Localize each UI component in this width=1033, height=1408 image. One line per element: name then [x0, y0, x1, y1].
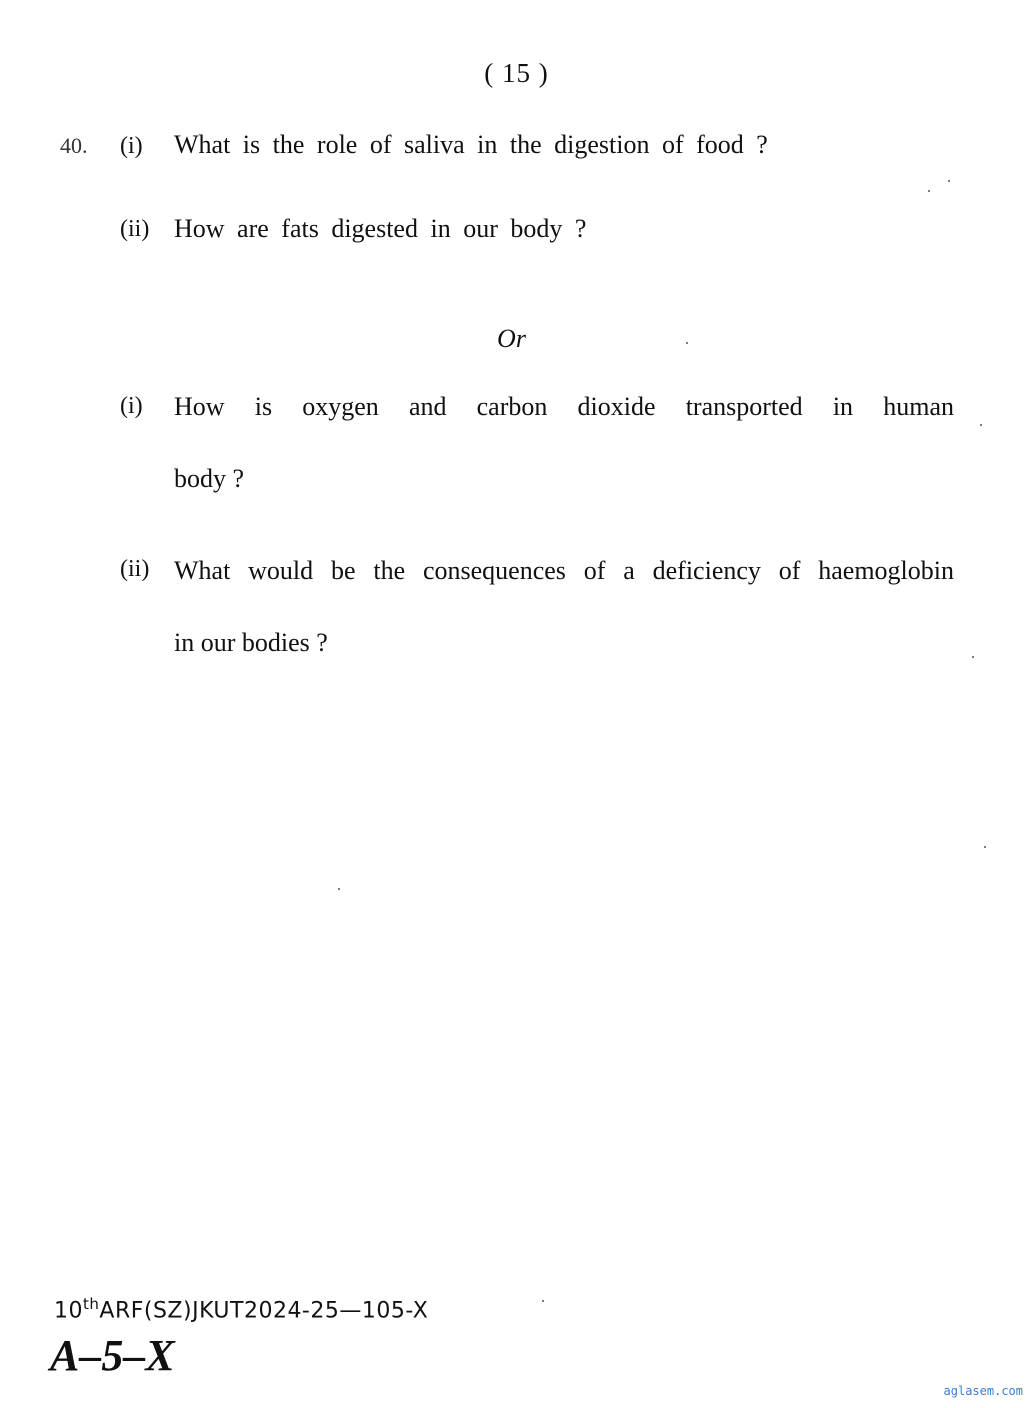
q40-a-i-text: What is the role of saliva in the digestion of food ?	[174, 130, 768, 159]
or-divider: Or	[497, 324, 526, 353]
scan-speck	[980, 424, 982, 426]
q40-b-i-line1: How is oxygen and carbon dioxide transported in human	[174, 392, 954, 421]
scan-speck	[338, 888, 340, 890]
paper-code-prefix: 10	[54, 1298, 83, 1324]
scan-speck	[948, 180, 950, 182]
paper-code	[54, 1295, 428, 1323]
series-code: A–5–X	[50, 1331, 175, 1380]
question-number: 40.	[60, 133, 88, 158]
q40-a-ii-label: (ii)	[120, 216, 150, 242]
q40-b-i-line2: body ?	[174, 464, 245, 493]
scan-speck	[984, 846, 986, 848]
scan-speck	[542, 1300, 544, 1302]
q40-b-i-label: (i)	[120, 393, 143, 419]
paper-code-superscript: th	[83, 1295, 100, 1313]
q40-a-ii-text: How are fats digested in our body ?	[174, 214, 587, 243]
q40-b-ii-line2: in our bodies ?	[174, 628, 328, 657]
scan-speck	[686, 342, 688, 344]
q40-b-ii-label: (ii)	[120, 556, 150, 582]
page-number: ( 15 )	[484, 58, 549, 88]
watermark-link[interactable]: aglasem.com	[943, 1384, 1023, 1398]
q40-a-i-label: (i)	[120, 133, 143, 159]
paper-code-rest: ARF(SZ)JKUT2024-25—105-X	[99, 1298, 429, 1324]
scan-speck	[972, 656, 974, 658]
q40-b-ii-line1: What would be the consequences of a deficiency of haemoglobin	[174, 556, 954, 585]
scan-speck	[928, 190, 930, 192]
